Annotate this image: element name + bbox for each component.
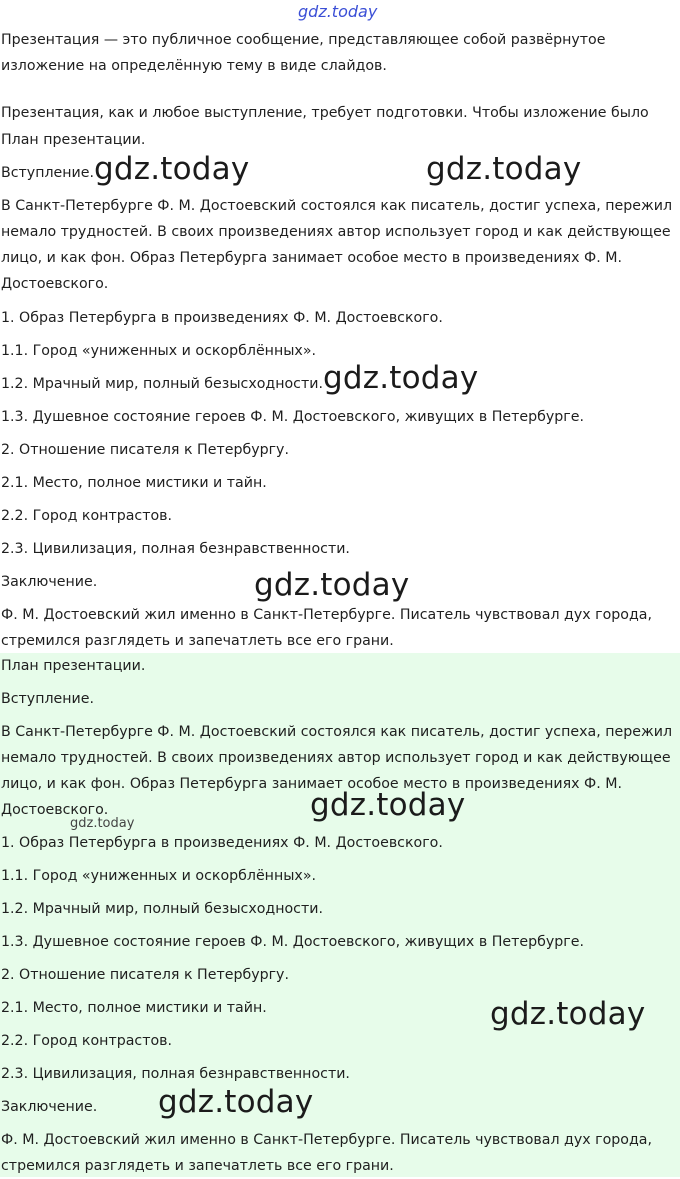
watermark: gdz.today xyxy=(490,996,646,1032)
conclusion-text-line-2: стремился разглядеть и запечатлеть все его грани. xyxy=(1,1158,394,1174)
intro-text-line-1: В Санкт-Петербурге Ф. М. Достоевский состоялся как писатель, достиг успеха, пережил xyxy=(1,724,673,740)
plan-item: 1.3. Душевное состояние героев Ф. М. Достоевского, живущих в Петербурге. xyxy=(1,409,584,425)
conclusion-heading: Заключение. xyxy=(1,574,98,590)
conclusion-text-line-2: стремился разглядеть и запечатлеть все его грани. xyxy=(1,633,394,649)
conclusion-text-line-1: Ф. М. Достоевский жил именно в Санкт-Петербурге. Писатель чувствовал дух города, xyxy=(1,607,652,623)
plan-title: План презентации. xyxy=(1,132,146,148)
plan-item: 2.2. Город контрастов. xyxy=(1,1033,173,1049)
intro-text-line-2: немало трудностей. В своих произведениях автор использует город и как действующее xyxy=(1,750,671,766)
intro-paragraph-2 xyxy=(0,86,680,125)
plan-item: 1. Образ Петербурга в произведениях Ф. М. Достоевского. xyxy=(1,835,443,851)
plan-item: 1.1. Город «униженных и оскорблённых». xyxy=(1,868,317,884)
intro-text-line-4: Достоевского. xyxy=(1,276,109,292)
intro-text-line-2: немало трудностей. В своих произведениях автор использует город и как действующее xyxy=(1,224,671,240)
watermark: gdz.today xyxy=(94,151,250,187)
plan-item: 1.2. Мрачный мир, полный безысходности. xyxy=(1,901,323,917)
intro-heading: Вступление. xyxy=(1,691,95,707)
plan-item: 2.1. Место, полное мистики и тайн. xyxy=(1,475,267,491)
plan-item: 2.2. Город контрастов. xyxy=(1,508,173,524)
plan-title: План презентации. xyxy=(1,658,146,674)
watermark: gdz.today xyxy=(426,151,582,187)
plan-item: 2. Отношение писателя к Петербургу. xyxy=(1,967,289,983)
intro-line-2: изложение на определённую тему в виде слайдов. xyxy=(1,58,387,74)
plan-item: 2. Отношение писателя к Петербургу. xyxy=(1,442,289,458)
watermark: gdz.today xyxy=(323,360,479,396)
plan-item: 1.3. Душевное состояние героев Ф. М. Достоевского, живущих в Петербурге. xyxy=(1,934,584,950)
intro-text-line-3: лицо, и как фон. Образ Петербурга занимает особое место в произведениях Ф. М. xyxy=(1,776,622,792)
plan-item: 2.3. Цивилизация, полная безнравственности. xyxy=(1,1066,350,1082)
watermark: gdz.today xyxy=(310,787,466,823)
intro-line-3: Презентация, как и любое выступление, требует подготовки. Чтобы изложение было xyxy=(1,105,649,122)
intro-text-line-3: лицо, и как фон. Образ Петербурга занимает особое место в произведениях Ф. М. xyxy=(1,250,622,266)
intro-line-1: Презентация — это публичное сообщение, представляющее собой развёрнутое xyxy=(1,32,606,48)
conclusion-text-line-1: Ф. М. Достоевский жил именно в Санкт-Петербурге. Писатель чувствовал дух города, xyxy=(1,1132,652,1148)
plan-item: 1.2. Мрачный мир, полный безысходности. xyxy=(1,376,323,392)
watermark-top: gdz.today xyxy=(298,2,378,21)
watermark-small: gdz.today xyxy=(70,816,135,831)
watermark: gdz.today xyxy=(158,1084,314,1120)
intro-text-line-4: Достоевского. xyxy=(1,802,109,818)
intro-text-line-1: В Санкт-Петербурге Ф. М. Достоевский состоялся как писатель, достиг успеха, пережил xyxy=(1,198,673,214)
plan-item: 2.3. Цивилизация, полная безнравственности. xyxy=(1,541,350,557)
intro-heading: Вступление. xyxy=(1,165,95,181)
conclusion-heading: Заключение. xyxy=(1,1099,98,1115)
watermark: gdz.today xyxy=(254,567,410,603)
plan-item: 1. Образ Петербурга в произведениях Ф. М. Достоевского. xyxy=(1,310,443,326)
plan-item: 2.1. Место, полное мистики и тайн. xyxy=(1,1000,267,1016)
plan-item: 1.1. Город «униженных и оскорблённых». xyxy=(1,343,317,359)
